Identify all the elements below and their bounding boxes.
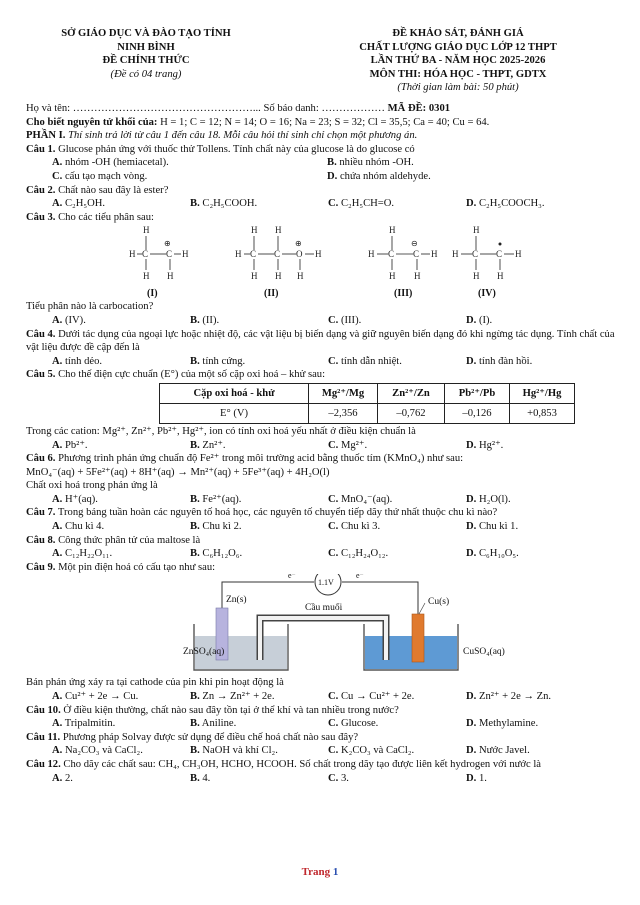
voltmeter-label: 1.1V: [318, 578, 334, 588]
potential-table: [159, 383, 575, 424]
q1-options: [26, 156, 622, 170]
part1-line: [26, 129, 622, 143]
q5-option-b[interactable]: B. Zn²⁺.: [190, 439, 226, 451]
q5-question: Trong các cation: Mg²⁺, Zn²⁺, Pb²⁺, Hg²⁺, ion có tính oxi hoá yếu nhất ở điều kiện chuẩn là: [26, 425, 416, 437]
svg-text:H: H: [251, 271, 258, 282]
species-III: [368, 225, 438, 281]
q8-option-c[interactable]: C. C₁₂H₂₄O₁₂.: [328, 548, 389, 560]
svg-text:O: O: [296, 249, 303, 260]
page-number: 1: [332, 866, 339, 878]
question-label: Câu 7.: [26, 507, 56, 519]
svg-text:H: H: [473, 225, 480, 236]
q8-option-d[interactable]: D. C₆H₁₀O₅.: [466, 548, 519, 560]
option-text: C₂H₅CH=O.: [340, 198, 395, 210]
q11-option-a[interactable]: A. Na₂CO₃ và CaCl₂.: [52, 745, 143, 757]
option-text: chứa nhóm aldehyde.: [339, 170, 431, 182]
q6-options: [26, 493, 622, 507]
species-label-I: (I): [147, 288, 158, 300]
svg-text:C: C: [388, 249, 395, 260]
svg-text:H: H: [251, 225, 258, 236]
option-text: Mg²⁺.: [340, 439, 368, 451]
option-text: Methylamine.: [478, 718, 539, 730]
question-text: Ở điều kiện thường, chất nào sau đây tồn tại ở thể khí và tan nhiều trong nước?: [63, 704, 399, 716]
q1-option-b[interactable]: B. nhiều nhóm -OH.: [327, 157, 414, 169]
question-label: Câu 3.: [26, 211, 56, 223]
q8-option-a[interactable]: A. C₁₂H₂₂O₁₁.: [52, 548, 113, 560]
question-label: Câu 6.: [26, 453, 56, 465]
table-header-cell: Cặp oxi hoá - khử: [160, 383, 309, 403]
q2-options: [26, 197, 622, 211]
exam-subject: MÔN THI: HÓA HỌC - THPT, GDTX: [369, 68, 547, 80]
svg-text:C: C: [274, 249, 281, 260]
svg-text:H: H: [182, 249, 189, 260]
option-text: MnO₄⁻(aq).: [340, 493, 393, 505]
table-cell: –0,762: [378, 403, 445, 423]
question-8: [26, 534, 622, 548]
q3-options: [26, 314, 622, 328]
option-text: Hg²⁺.: [478, 439, 504, 451]
svg-text:C: C: [413, 249, 420, 260]
q4-option-b[interactable]: B. tính cứng.: [190, 355, 246, 367]
species-label-III: (III): [394, 288, 413, 300]
q3-option-c[interactable]: C. (III).: [328, 314, 362, 326]
option-text: C₁₂H₂₂O₁₁.: [64, 548, 113, 560]
svg-text:C: C: [472, 249, 479, 260]
option-text: Chu kì 1.: [478, 521, 519, 533]
svg-text:⊖: ⊖: [411, 239, 418, 249]
q6-option-b[interactable]: B. Fe²⁺(aq).: [190, 493, 242, 505]
q1-option-d[interactable]: D. chứa nhóm aldehyde.: [327, 170, 431, 182]
option-text: (I).: [478, 314, 493, 326]
svg-text:C: C: [496, 249, 503, 260]
option-text: 3.: [340, 772, 349, 784]
table-cell: +0,853: [510, 403, 575, 423]
q6-option-c[interactable]: C. MnO₄⁻(aq).: [328, 493, 393, 505]
atomic-label: Cho biết nguyên tử khối của:: [26, 116, 158, 128]
q6-option-a[interactable]: A. H⁺(aq).: [52, 493, 98, 505]
svg-text:H: H: [235, 249, 242, 260]
svg-text:H: H: [414, 271, 421, 282]
svg-text:H: H: [452, 249, 459, 260]
q2-option-b[interactable]: B. C₂H₅COOH.: [190, 198, 258, 210]
option-text: Na₂CO₃ và CaCl₂.: [64, 745, 143, 757]
question-3: [26, 211, 622, 225]
question-text: Công thức phân tử của maltose là: [58, 534, 201, 546]
question-7: [26, 506, 622, 520]
candidate-name: Họ và tên: ……………………………………………...: [26, 103, 261, 114]
svg-text:H: H: [143, 225, 150, 236]
svg-text:C: C: [166, 249, 173, 260]
q7-options: [26, 520, 622, 534]
q3-option-d[interactable]: D. (I).: [466, 314, 493, 326]
q12-option-a[interactable]: A. 2.: [52, 772, 73, 784]
svg-text:C: C: [250, 249, 257, 260]
option-text: C₁₂H₂₄O₁₂.: [340, 548, 389, 560]
svg-text:H: H: [497, 271, 504, 282]
q9-option-b[interactable]: B. Zn → Zn²⁺ + 2e.: [190, 691, 275, 703]
question-text: Phương pháp Solvay được sử dụng để điều chế hoá chất nào sau đây?: [62, 731, 359, 743]
solution-right: [365, 636, 457, 669]
zn-label: Zn(s): [226, 595, 247, 606]
question-label: Câu 12.: [26, 759, 61, 770]
q10-option-d[interactable]: D. Methylamine.: [466, 718, 539, 730]
q12-option-c[interactable]: C. 3.: [328, 772, 349, 784]
option-text: NaOH và khí Cl₂.: [202, 745, 278, 757]
province-name: NINH BÌNH: [117, 41, 175, 53]
option-text: Chu kì 3.: [340, 521, 381, 533]
q7-option-d[interactable]: D. Chu kì 1.: [466, 521, 519, 533]
q1-options-2: [26, 170, 622, 184]
q11-options: [26, 744, 622, 758]
svg-text:⊕: ⊕: [164, 239, 171, 249]
q7-option-b[interactable]: B. Chu kì 2.: [190, 521, 242, 533]
option-text: tính cứng.: [202, 355, 246, 367]
table-header-cell: Hg²⁺/Hg: [510, 383, 575, 403]
q4-option-d[interactable]: D. tính đàn hồi.: [466, 355, 533, 367]
q5-option-c[interactable]: C. Mg²⁺.: [328, 439, 368, 451]
question-label: Câu 11.: [26, 731, 61, 743]
galvanic-cell-figure: [26, 574, 622, 676]
question-4: [26, 328, 622, 355]
species-II: [235, 225, 322, 281]
species-label-IV: (IV): [478, 288, 496, 300]
svg-text:H: H: [389, 271, 396, 282]
q9-options: [26, 690, 622, 704]
q9-question: Bán phản ứng xảy ra tại cathode của pin khi pin hoạt động là: [26, 677, 284, 689]
copper-electrode: [412, 614, 424, 662]
option-text: 4.: [202, 772, 211, 784]
table-header-cell: Pb²⁺/Pb: [445, 383, 510, 403]
exam-code: MÃ ĐỀ: 0301: [387, 103, 451, 114]
table-cell: –2,356: [309, 403, 378, 423]
q10-options: [26, 717, 622, 731]
q4-option-a[interactable]: A. tính dẻo.: [52, 355, 103, 367]
option-text: H⁺(aq).: [64, 493, 98, 505]
species-label-II: (II): [264, 288, 279, 300]
q3-question: Tiểu phân nào là carbocation?: [26, 301, 154, 313]
candidate-line: [26, 102, 622, 116]
q3-option-b[interactable]: B. (II).: [190, 314, 220, 326]
wire-right: [342, 582, 418, 614]
svg-text:⊕: ⊕: [295, 239, 302, 249]
question-label: Câu 1.: [26, 143, 56, 155]
page-footer: [0, 866, 640, 880]
cuso4-label: CuSO₄(aq): [463, 647, 505, 658]
q5-option-a[interactable]: A. Pb²⁺.: [52, 439, 88, 451]
question-6: [26, 452, 622, 466]
svg-text:H: H: [167, 271, 174, 282]
q7-option-a[interactable]: A. Chu kì 4.: [52, 521, 105, 533]
option-text: tính dẻo.: [64, 355, 103, 367]
table-header-cell: Mg²⁺/Mg: [309, 383, 378, 403]
svg-text:H: H: [275, 225, 282, 236]
option-text: Cu²⁺ + 2e → Cu.: [64, 691, 139, 703]
q7-option-c[interactable]: C. Chu kì 3.: [328, 521, 381, 533]
option-text: C₂H₅OH.: [64, 198, 106, 210]
species-structures-figure: [26, 224, 622, 300]
question-9: [26, 561, 622, 575]
q8-option-b[interactable]: B. C₆H₁₂O₆.: [190, 548, 243, 560]
q2-option-c[interactable]: C. C₂H₅CH=O.: [328, 198, 395, 210]
exam-duration: (Thời gian làm bài: 50 phút): [397, 82, 519, 94]
question-text: Chất nào sau đây là ester?: [58, 184, 169, 196]
question-label: Câu 10.: [26, 704, 61, 716]
q3-option-a[interactable]: A. (IV).: [52, 314, 86, 326]
part1-instruction: Thí sinh trả lời từ câu 1 đến câu 18. Mỗi câu hỏi thí sinh chỉ chọn một phương án.: [68, 130, 418, 142]
question-text: Trong bảng tuần hoàn các nguyên tố hoá học, các nguyên tố chuyển tiếp dãy thứ nhất thuộc chu kì nào?: [57, 507, 498, 519]
electron-left: e⁻: [288, 574, 296, 581]
q5-options: [26, 439, 622, 453]
page-count: (Đề có 04 trang): [110, 68, 182, 80]
option-text: (IV).: [64, 314, 86, 326]
question-text: Cho thế điện cực chuẩn (E°) của một số cặp oxi hoá – khử sau:: [58, 369, 326, 381]
option-text: Cu → Cu²⁺ + 2e.: [340, 691, 415, 703]
q6-equation: MnO₄⁻(aq) + 5Fe²⁺(aq) + 8H⁺(aq) → Mn²⁺(aq) + 5Fe³⁺(aq) + 4H₂O(l): [26, 466, 330, 478]
option-text: Aniline.: [201, 718, 237, 730]
svg-text:C: C: [142, 249, 149, 260]
q12-option-d[interactable]: D. 1.: [466, 772, 487, 784]
electron-right: e⁻: [356, 574, 364, 581]
q10-option-a[interactable]: A. Tripalmitin.: [52, 718, 116, 730]
svg-text:H: H: [431, 249, 438, 260]
question-text: Glucose phản ứng với thuốc thử Tollens. Tính chất này của glucose là do glucose có: [58, 143, 415, 155]
q1-option-a[interactable]: A. nhóm -OH (hemiacetal).: [52, 157, 169, 169]
cu-pointer: [419, 603, 425, 614]
q6-question: Chất oxi hoá trong phản ứng là: [26, 480, 158, 492]
svg-text:H: H: [129, 249, 136, 260]
dept-name: SỞ GIÁO DỤC VÀ ĐÀO TẠO TỈNH: [61, 28, 231, 39]
option-text: Zn²⁺.: [202, 439, 226, 451]
question-text: Một pin điện hoá có cấu tạo như sau:: [58, 561, 216, 573]
option-text: (II).: [202, 314, 220, 326]
option-text: C₆H₁₂O₆.: [202, 548, 243, 560]
option-text: Zn → Zn²⁺ + 2e.: [202, 691, 275, 703]
q10-option-b[interactable]: B. Aniline.: [190, 718, 237, 730]
question-11: [26, 731, 622, 745]
question-10: [26, 704, 622, 718]
question-12: [26, 758, 622, 772]
exam-body: [26, 102, 622, 785]
q12-option-b[interactable]: B. 4.: [190, 772, 211, 784]
q5-option-d[interactable]: D. Hg²⁺.: [466, 439, 504, 451]
salt-bridge-label: Cầu muối: [305, 603, 343, 614]
option-text: Zn²⁺ + 2e → Zn.: [478, 691, 552, 703]
option-text: Glucose.: [340, 718, 379, 730]
q11-option-b[interactable]: B. NaOH và khí Cl₂.: [190, 745, 278, 757]
q2-option-a[interactable]: A. C₂H₅OH.: [52, 198, 106, 210]
atomic-mass-line: [26, 116, 622, 130]
q9-option-d[interactable]: D. Zn²⁺ + 2e → Zn.: [466, 691, 552, 703]
table-cell: E° (V): [160, 403, 309, 423]
official-label: ĐỀ CHÍNH THỨC: [102, 55, 190, 67]
part1-title: PHẦN I.: [26, 130, 66, 142]
header-left: [24, 27, 268, 81]
atomic-values: H = 1; C = 12; N = 14; O = 16; Na = 23; S = 32; Cl = 35,5; Ca = 40; Cu = 64.: [160, 116, 490, 128]
svg-text:H: H: [297, 271, 304, 282]
option-text: C₂H₅COOH.: [202, 198, 258, 210]
q9-option-c[interactable]: C. Cu → Cu²⁺ + 2e.: [328, 691, 415, 703]
svg-text:H: H: [389, 225, 396, 236]
svg-text:H: H: [315, 249, 322, 260]
q4-options: [26, 355, 622, 369]
species-IV: [452, 225, 522, 281]
option-text: C₂H₅COOCH₃.: [478, 198, 545, 210]
question-text: Phương trình phản ứng chuẩn độ Fe²⁺ trong môi trường acid bằng thuốc tím (KMnO₄) như sau:: [58, 453, 464, 465]
q8-options: [26, 547, 622, 561]
svg-text:H: H: [473, 271, 480, 282]
option-text: tính dẫn nhiệt.: [340, 355, 402, 367]
question-text: Cho dãy các chất sau: CH₄, CH₃OH, HCHO, HCOOH. Số chất trong dãy tạo được liên kết hydrogen với nước là: [63, 759, 541, 770]
table-cell: –0,126: [445, 403, 510, 423]
header-right: [290, 27, 626, 95]
option-text: Chu kì 4.: [64, 521, 105, 533]
question-5: [26, 368, 622, 382]
table-header-cell: Zn²⁺/Zn: [378, 383, 445, 403]
option-text: Tripalmitin.: [64, 718, 116, 730]
q9-option-a[interactable]: A. Cu²⁺ + 2e → Cu.: [52, 691, 139, 703]
question-2: [26, 184, 622, 198]
exam-round: LẦN THỨ BA - NĂM HỌC 2025-2026: [370, 55, 546, 67]
option-text: tính đàn hồi.: [478, 355, 533, 367]
q11-option-d[interactable]: D. Nước Javel.: [466, 745, 530, 757]
option-text: Pb²⁺.: [64, 439, 88, 451]
svg-text:H: H: [515, 249, 522, 260]
exam-title: ĐỀ KHẢO SÁT, ĐÁNH GIÁ: [392, 28, 524, 39]
candidate-sbd: Số báo danh: ………………: [263, 103, 386, 114]
option-text: 2.: [64, 772, 73, 784]
option-text: C₆H₁₀O₅.: [478, 548, 519, 560]
option-text: K₂CO₃ và CaCl₂.: [340, 745, 415, 757]
option-text: nhiều nhóm -OH.: [339, 157, 414, 169]
znso4-label: ZnSO₄(aq): [183, 647, 225, 658]
option-text: cấu tạo mạch vòng.: [64, 170, 148, 182]
species-I: [129, 225, 189, 281]
q10-option-c[interactable]: C. Glucose.: [328, 718, 379, 730]
option-text: Fe²⁺(aq).: [202, 493, 242, 505]
table-header-row: [160, 383, 575, 403]
table-row: [160, 403, 575, 423]
q11-option-c[interactable]: C. K₂CO₃ và CaCl₂.: [328, 745, 415, 757]
cu-label: Cu(s): [428, 597, 450, 608]
question-label: Câu 2.: [26, 184, 56, 196]
q4-option-c[interactable]: C. tính dẫn nhiệt.: [328, 355, 402, 367]
q12-options: [26, 772, 622, 786]
question-1: [26, 143, 622, 157]
option-text: H₂O(l).: [478, 493, 511, 505]
q2-option-d[interactable]: D. C₂H₅COOCH₃.: [466, 198, 545, 210]
option-text: Chu kì 2.: [202, 521, 242, 533]
question-label: Câu 5.: [26, 369, 56, 381]
svg-text:H: H: [143, 271, 150, 282]
q1-option-c[interactable]: C. cấu tạo mạch vòng.: [52, 170, 148, 182]
question-label: Câu 9.: [26, 561, 56, 573]
footer-label: Trang: [301, 866, 331, 878]
option-text: Nước Javel.: [478, 745, 530, 757]
question-label: Câu 8.: [26, 534, 56, 546]
q6-option-d[interactable]: D. H₂O(l).: [466, 493, 511, 505]
option-text: (III).: [340, 314, 362, 326]
question-label: Câu 4.: [26, 328, 56, 340]
exam-subtitle: CHẤT LƯỢNG GIÁO DỤC LỚP 12 THPT: [359, 41, 557, 53]
option-text: 1.: [478, 772, 487, 784]
svg-text:H: H: [368, 249, 375, 260]
question-text: Dưới tác dụng của ngoại lực hoặc nhiệt độ, các vật liệu bị biến dạng và giữ nguyên biến dạng đó khi ngừng tác dụng. Tính chất của vật liệu được đề cập đến là: [26, 328, 615, 354]
svg-text:H: H: [275, 271, 282, 282]
question-text: Cho các tiểu phân sau:: [58, 211, 154, 223]
option-text: nhóm -OH (hemiacetal).: [64, 157, 169, 169]
